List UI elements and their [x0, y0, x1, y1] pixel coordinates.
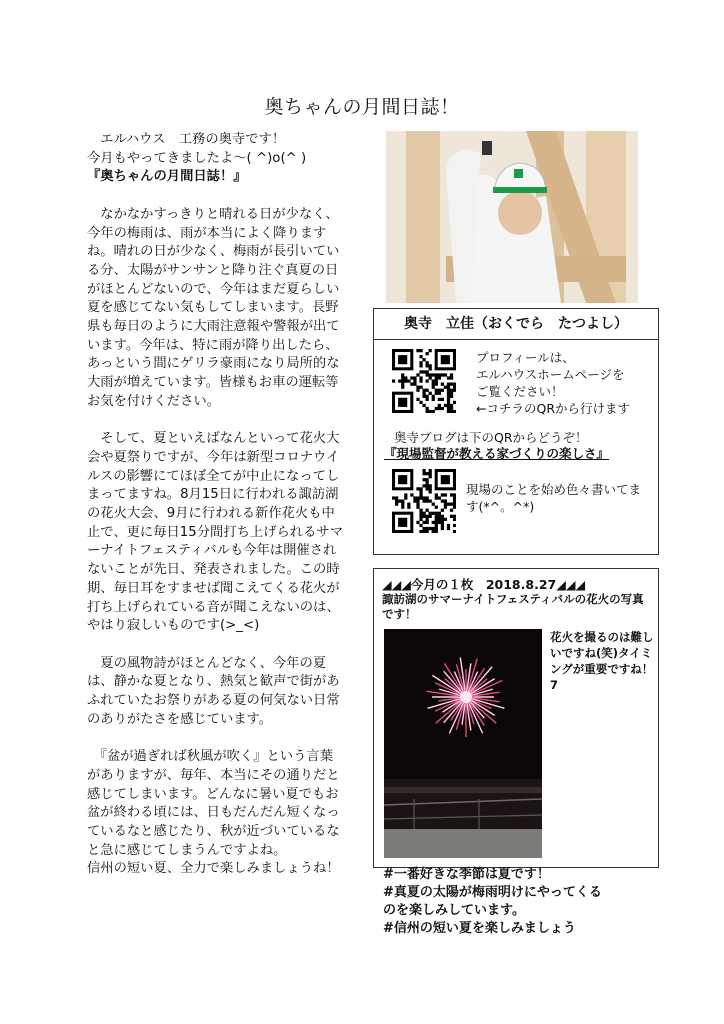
worker-photo — [386, 131, 638, 303]
hashtag-line-2: #真夏の太陽が梅雨明けにやってくる — [383, 885, 602, 900]
paragraph-2: そして、夏といえばなんといって花火大会や夏祭りですが、今年は新型コロナウイルスの影響にてほぼ全てが中止になってしまってますね。8月15日に行われる諏訪湖の花火大会、9月に行われる新作花火も中止で、更に毎日15分間打ち上げられるサマーナイトフェスティバルも今年は開催されないことが先日、発表されました。この時期、毎日耳をすませば聞こえてくる花火が打ち上げられている音が聞こえないのは、やはり寂しいものです(>_<) — [87, 431, 343, 634]
profile-qr-code[interactable] — [392, 349, 456, 413]
intro — [87, 131, 345, 187]
article-body — [87, 131, 345, 898]
blog-intro: 奥寺ブログは下のQRからどうぞ！ — [394, 430, 588, 445]
hashtag-list — [383, 866, 683, 938]
blog-description: 現場のことを始め色々書いてます(*^。^*) — [466, 482, 642, 514]
fireworks-photo — [384, 629, 542, 858]
photo-of-month-comment: 花火を撮るのは難しいですね(笑)タイミングが重要ですね！7 — [550, 630, 654, 692]
profile-text — [476, 349, 656, 417]
paragraph-1: なかなかすっきりと晴れる日が少なく、今年の梅雨は、雨が本当によく降りますね。晴れの日が少なく、梅雨が長引いている分、太陽がサンサンと降り注ぐ真夏の日がほとんどないので、今年はまだ夏らしい夏を感じてない気もしてしまいます。長野県も毎日のように大雨注意報や警報が出ています。今年は、特に雨が降り出したら、あっという間にゲリラ豪雨になり局所的な大雨が増えています。皆様もお車の運転等お気を付けください。 — [87, 206, 340, 409]
photo-of-month-caption: 諏訪湖のサマーナイトフェスティバルの花火の写真です！ — [382, 592, 644, 621]
paragraph-4: 『盆が過ぎれば秋風が吹く』という言葉がありますが、毎年、本当にその通りだと感じてしまいます。どんなに暑い夏でもお盆が終わる頃には、日もだんだん短くなっているなと感じたり、秋が近づいているなと急に感じてしまうんですよね。 信州の短い夏、全力で楽しみましょうね！ — [87, 749, 340, 877]
page-title: 奥ちゃんの月間日誌！ — [264, 96, 460, 118]
intro-line-1: エルハウス 工務の奥寺です！ — [87, 132, 286, 147]
profile-name: 奥寺 立佳（おくでら たつよし） — [374, 309, 658, 340]
intro-line-3: 『奥ちゃんの月間日誌！』 — [87, 169, 247, 185]
profile-line-2: エルハウスホームページを — [476, 367, 625, 382]
profile-line-1: プロフィールは、 — [476, 350, 575, 365]
profile-box — [373, 308, 659, 555]
blog-qr-code[interactable] — [392, 469, 456, 533]
hashtag-line-3: のを楽しみしています。 — [383, 903, 525, 918]
photo-of-month-box — [373, 568, 659, 868]
intro-line-2: 今月もやってきましたよ〜( ^)o(^ ) — [87, 150, 307, 166]
hashtag-line-4: #信州の短い夏を楽しみましょう — [383, 921, 576, 936]
paragraph-3: 夏の風物詩がほとんどなく、今年の夏は、静かな夏となり、熱気と歓声で街があふれていたお祭りがある夏の何気ない日常のありがたさを感じています。 — [87, 655, 340, 727]
photo-of-month-header: ◢◢◢今月の１枚 2018.8.27◢◢◢ — [382, 577, 586, 592]
profile-line-3: ご覧ください！ — [476, 384, 564, 399]
blog-title[interactable]: 『現場監督が教える家づくりの楽しさ』 — [384, 446, 610, 461]
profile-line-4: ←コチラのQRから行けます — [476, 401, 630, 416]
hashtag-line-1: #一番好きな季節は夏です！ — [383, 867, 550, 882]
